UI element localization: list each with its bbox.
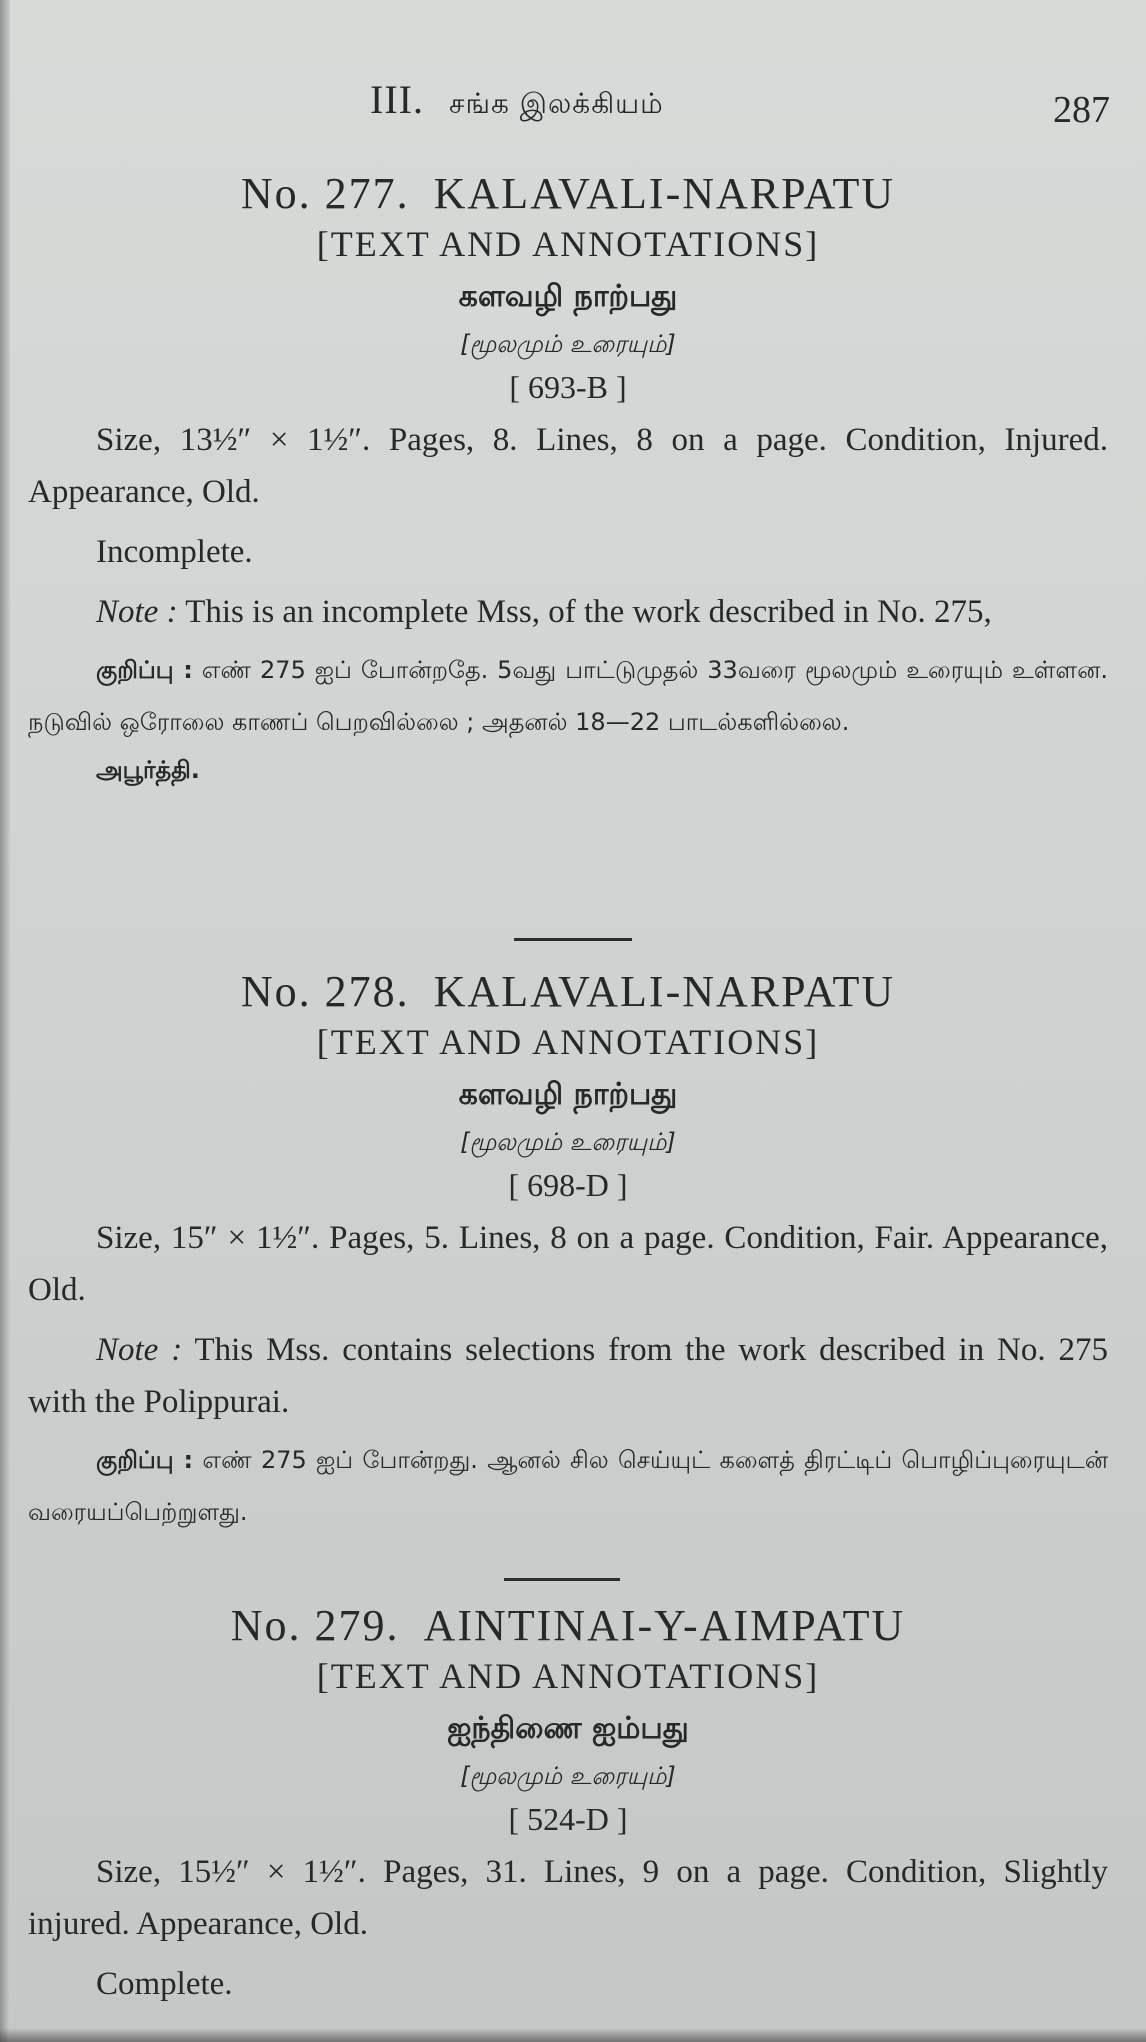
page-bottom-shadow [0, 2028, 1146, 2042]
note-text: This Mss. contains selections from the work described in No. 275 with the Polippurai. [28, 1332, 1108, 1420]
running-header [370, 76, 664, 124]
catalogue-entry-279 [28, 1600, 1108, 2010]
entry-completeness: Complete. [96, 1966, 233, 2002]
entry-title: AINTINAI-Y-AIMPATU [423, 1601, 906, 1650]
page-binding-edge [0, 0, 10, 2042]
page-number: 287 [1053, 89, 1110, 131]
note-text: This is an incomplete Mss, of the work described in No. 275, [177, 594, 992, 630]
entry-heading [28, 966, 1108, 1017]
entry-tamil-subtitle: [மூலமும் உரையும்] [460, 1128, 676, 1156]
entry-subtitle: [TEXT AND ANNOTATIONS] [316, 1656, 820, 1696]
entry-title: KALAVALI-NARPATU [433, 967, 896, 1016]
entry-number: No. 278. [240, 967, 410, 1016]
entry-tamil-completeness: அபூர்த்தி. [96, 756, 200, 784]
note-label: Note : [96, 1332, 183, 1368]
section-tamil-title: சங்க இலக்கியம் [448, 87, 664, 120]
entry-tamil-subtitle: [மூலமும் உரையும்] [460, 330, 676, 358]
section-divider [504, 1578, 620, 1581]
entry-title: KALAVALI-NARPATU [433, 169, 896, 218]
note-label: Note : [96, 594, 178, 630]
tamil-note-label: குறிப்பு : [96, 1446, 194, 1474]
entry-tamil-title: களவழி நாற்பது [458, 1077, 678, 1112]
entry-note [28, 586, 1108, 638]
tamil-note-text: எண் 275 ஐப் போன்றதே. 5வது பாட்டுமுதல் 33வரை மூலமும் உரையும் உள்ளன. நடுவில் ஒரோலை காணப் பெறவில்லை ; அதனல் 18—22 பாடல்களில்லை. [28, 656, 1108, 736]
entry-subtitle: [TEXT AND ANNOTATIONS] [316, 1022, 820, 1062]
entry-description: Size, 15″ × 1½″. Pages, 5. Lines, 8 on a page. Condition, Fair. Appearance, Old. [28, 1220, 1108, 1308]
entry-subtitle: [TEXT AND ANNOTATIONS] [316, 224, 820, 264]
entry-number: No. 277. [240, 169, 410, 218]
entry-heading [28, 168, 1108, 219]
catalogue-entry-277 [28, 168, 1108, 787]
section-roman: III. [370, 77, 424, 122]
entry-description: Size, 15½″ × 1½″. Pages, 31. Lines, 9 on a page. Condition, Slightly injured. Appearance, Old. [28, 1854, 1108, 1942]
entry-note [28, 1324, 1108, 1428]
entry-number: No. 279. [230, 1601, 400, 1650]
entry-tamil-subtitle: [மூலமும் உரையும்] [460, 1762, 676, 1790]
shelf-mark: [ 693-B ] [509, 369, 627, 405]
entry-tamil-title: ஐந்திணை ஐம்பது [447, 1711, 689, 1746]
entry-tamil-note [28, 1434, 1108, 1538]
shelf-mark: [ 698-D ] [508, 1167, 628, 1203]
shelf-mark: [ 524-D ] [508, 1801, 628, 1837]
entry-tamil-title: களவழி நாற்பது [458, 279, 678, 314]
entry-description: Size, 13½″ × 1½″. Pages, 8. Lines, 8 on a page. Condition, Injured. Appearance, Old. [28, 422, 1108, 510]
tamil-note-text: எண் 275 ஐப் போன்றது. ஆனல் சில செய்யுட் களைத் திரட்டிப் பொழிப்புரையுடன் வரையப்பெற்றுளது. [28, 1446, 1108, 1526]
section-divider [514, 938, 632, 941]
entry-completeness: Incomplete. [96, 534, 253, 570]
entry-tamil-note [28, 644, 1108, 748]
tamil-note-label: குறிப்பு : [96, 656, 193, 684]
entry-heading [28, 1600, 1108, 1651]
catalogue-entry-278 [28, 966, 1108, 1538]
